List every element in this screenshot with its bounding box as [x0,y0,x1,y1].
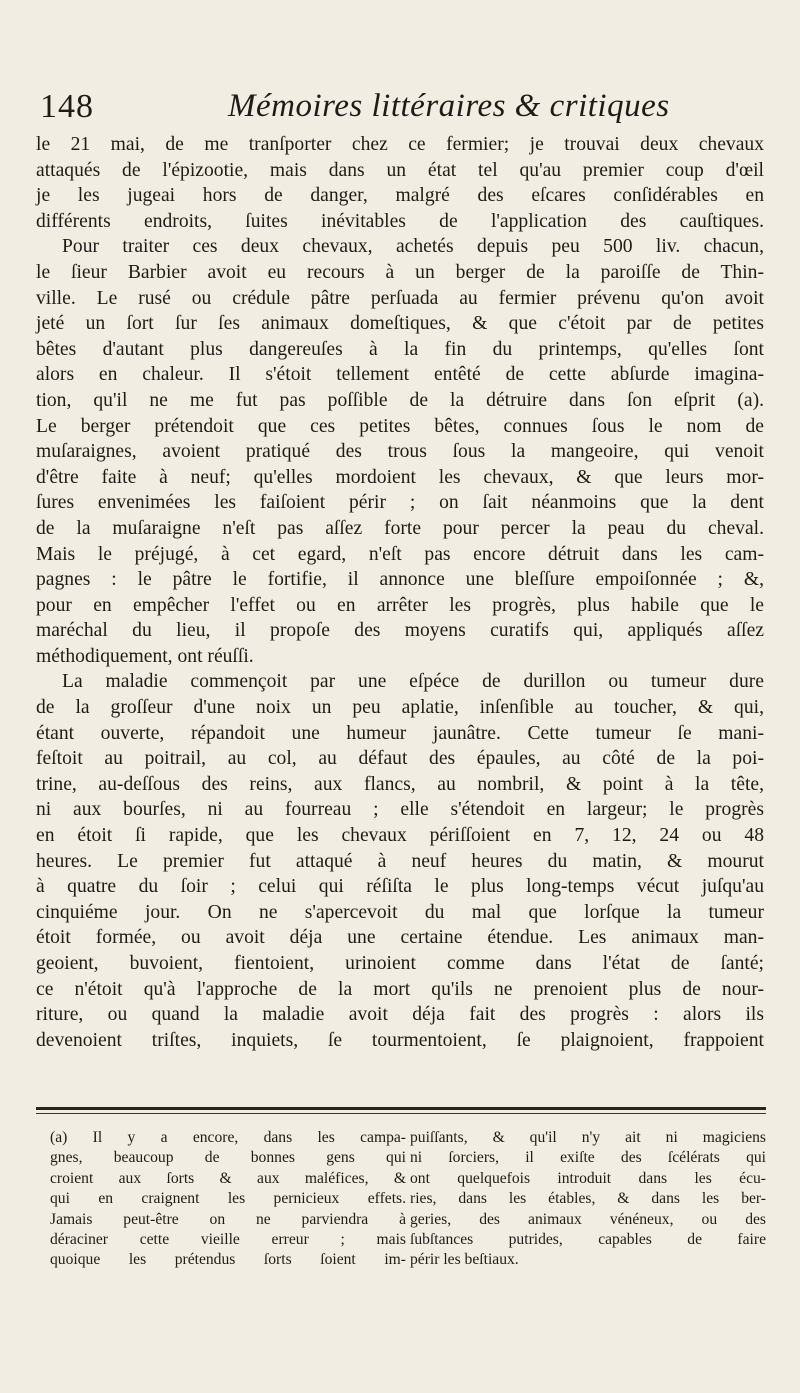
text-line: geoient, buvoient, fientoient, urinoient comme dans l'état de ſanté; [36,953,764,974]
footnote-line: ont quelquefois introduit dans les écu- [410,1169,766,1187]
text-line: le 21 mai, de me tranſporter chez ce fermier; je trouvai deux chevaux [36,134,764,155]
footnote-line: geries, des animaux vénéneux, ou des [410,1210,766,1228]
text-line: devenoient triſtes, inquiets, ſe tourmentoient, ſe plaignoient, frappoient [36,1029,764,1051]
text-line: le ſieur Barbier avoit eu recours à un berger de la paroiſſe de Thin- [36,261,764,283]
footnote-rule [36,1107,766,1110]
text-line: muſaraignes, avoient pratiqué des trous ſous la mangeoire, qui venoit [36,441,764,463]
text-line: alors en chaleur. Il s'étoit tellement entêté de cette abſurde imagina- [36,364,764,386]
text-line: feſtoit au poitrail, au col, au défaut des épaules, au côté de la poi- [36,748,764,770]
text-line: d'être faite à neuf; qu'elles mordoient les chevaux, & que leurs mor- [36,466,764,488]
text-line: pour en empêcher l'effet ou en arrêter les progrès, plus habile que le [36,594,764,616]
text-line: heures. Le premier fut attaqué à neuf heures du matin, & mourut [36,850,764,872]
text-line: La maladie commençoit par une eſpéce de durillon ou tumeur dure [62,671,764,693]
footnote-line: ſubſtances putrides, capables de faire [410,1230,766,1248]
text-line: ſures envenimées les faiſoient périr ; on ſait néanmoins que la dent [36,492,764,514]
text-line: jeté un ſort ſur ſes animaux domeſtiques, & que c'étoit par de petites [36,313,764,335]
text-line: méthodiquement, ont réuſſi. [36,645,254,667]
text-line: Pour traiter ces deux chevaux, achetés depuis peu 500 liv. chacun, [62,236,764,258]
footnote-column-left [50,1128,406,1271]
footnote-line: périr les beſtiaux. [410,1251,519,1269]
text-line: différents endroits, ſuites inévitables de l'application des cauſtiques. [36,210,764,232]
text-line: maréchal du lieu, il propoſe des moyens curatifs qui, appliqués aſſez [36,620,764,642]
text-line: ville. Le rusé ou crédule pâtre perſuada au fermier prévenu qu'on avoit [36,287,764,309]
footnote-rule-thin [36,1113,766,1114]
footnote-line: Jamais peut-être on ne parviendra à [50,1210,406,1228]
footnote-line: quoique les prétendus ſorts ſoient im- [50,1251,406,1269]
footnote-line: déraciner cette vieille erreur ; mais [50,1230,406,1248]
text-line: étoit formée, ou avoit déja une certaine étendue. Les animaux man- [36,927,764,949]
footnote-line: ni ſorciers, il exiſte des ſcélérats qui [410,1149,766,1167]
page-header [30,88,770,134]
text-line: en étoit ſi rapide, que les chevaux périſſoient en 7, 12, 24 ou 48 [36,825,764,847]
text-line: trine, au-deſſous des reins, aux flancs, au nombril, & point à la tête, [36,773,764,795]
text-line: à quatre du ſoir ; celui qui réſiſta le plus long-temps vécut juſqu'au [36,876,764,898]
footnote-column-right [410,1128,766,1271]
text-line: Mais le préjugé, à cet egard, n'eſt pas encore détruit dans les cam- [36,543,764,565]
footnote-line: croient aux ſorts & aux maléfices, & [50,1169,406,1187]
text-line: ce n'étoit qu'à l'approche de la mort qu'ils ne prenoient plus de nour- [36,978,764,1000]
text-line: cinquiéme jour. On ne s'apercevoit du mal que lorſque la tumeur [36,901,764,923]
text-line: tion, qu'il ne me fut pas poſſible de la détruire dans ſon eſprit (a). [36,389,764,411]
text-line: de la muſaraigne n'eſt pas aſſez forte pour percer la peau du cheval. [36,517,764,539]
footnote-line: qui en craignent les pernicieux effets. [50,1190,406,1208]
text-line: riture, ou quand la maladie avoit déja fait des progrès : alors ils [36,1004,764,1026]
text-line: attaqués de l'épizootie, mais dans un état tel qu'au premier coup d'œil [36,159,764,181]
text-line: ni aux bourſes, ni au fourreau ; elle s'étendoit en largeur; le progrès [36,799,764,821]
body-text [36,132,764,1053]
text-line: de la groſſeur d'une noix un peu aplatie, inſenſible au toucher, & qui, [36,697,764,719]
text-line: étant ouverte, répandoit une humeur jaunâtre. Cette tumeur ſe mani- [36,722,764,744]
footnote-line: puiſſants, & qu'il n'y ait ni magiciens [410,1129,766,1146]
text-line: Le berger prétendoit que ces petites bêtes, connues ſous le nom de [36,415,764,437]
footnote-line: (a) Il y a encore, dans les campa- [50,1129,406,1146]
running-title: Mémoires littéraires & critiques [228,88,670,124]
page-number: 148 [40,88,94,125]
footnote-line: ries, dans les étables, & dans les ber- [410,1190,766,1208]
text-line: bêtes d'autant plus dangereuſes à la fin du printemps, qu'elles ſont [36,338,764,360]
text-line: je les jugeai hors de danger, malgré des eſcares conſidérables en [36,185,764,207]
text-line: pagnes : le pâtre le fortifie, il annonce une bleſſure empoiſonnée ; &, [36,569,764,591]
footnote-line: gnes, beaucoup de bonnes gens qui [50,1149,406,1167]
